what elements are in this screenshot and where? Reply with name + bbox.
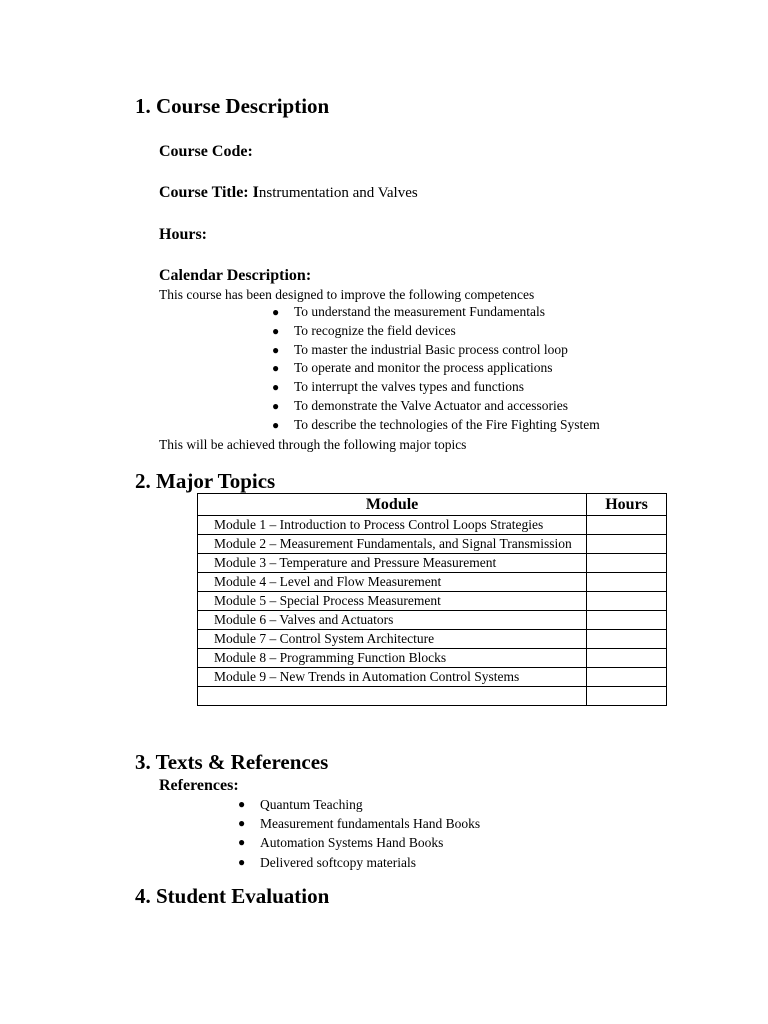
calendar-description-field bbox=[159, 266, 311, 286]
table-row bbox=[198, 687, 667, 706]
list-item: ● Delivered softcopy materials bbox=[260, 853, 480, 872]
references-field bbox=[159, 776, 239, 796]
hours-cell bbox=[587, 668, 667, 687]
list-item: ● To describe the technologies of the Fire Fighting System bbox=[294, 416, 600, 435]
competences-intro: This course has been designed to improve the following competences bbox=[159, 287, 535, 302]
bullet-icon: ● bbox=[272, 305, 280, 319]
hours-cell bbox=[587, 554, 667, 573]
references-list bbox=[238, 795, 481, 872]
hours-cell bbox=[587, 630, 667, 649]
bullet-icon: ● bbox=[272, 398, 280, 413]
bullet-icon: ● bbox=[238, 816, 246, 831]
course-title-initial: I bbox=[252, 184, 259, 201]
module-cell: Module 4 – Level and Flow Measurement bbox=[198, 573, 587, 592]
calendar-description-label: Calendar Description: bbox=[159, 267, 312, 284]
section-heading-texts-references: 3. Texts & References bbox=[135, 750, 329, 774]
course-code-label: Course Code: bbox=[159, 143, 253, 160]
hours-field bbox=[159, 225, 207, 245]
table-row bbox=[198, 535, 667, 554]
module-cell: Module 8 – Programming Function Blocks bbox=[198, 649, 587, 668]
table-row bbox=[198, 611, 667, 630]
list-item: ● Automation Systems Hand Books bbox=[260, 833, 480, 852]
list-item: ● To operate and monitor the process applications bbox=[294, 359, 600, 378]
course-title-field bbox=[159, 183, 418, 203]
table-row bbox=[198, 516, 667, 535]
course-title-label: Course Title: bbox=[159, 184, 249, 201]
section-heading-course-description: 1. Course Description bbox=[135, 94, 330, 118]
list-item: ● Measurement fundamentals Hand Books bbox=[260, 814, 480, 833]
table-row bbox=[198, 668, 667, 687]
module-cell: Module 9 – New Trends in Automation Control Systems bbox=[198, 668, 587, 687]
hours-cell bbox=[587, 535, 667, 554]
hours-cell bbox=[587, 516, 667, 535]
section-heading-student-evaluation: 4. Student Evaluation bbox=[135, 884, 330, 908]
table-row bbox=[198, 630, 667, 649]
list-item: ● To interrupt the valves types and functions bbox=[294, 378, 600, 397]
bullet-icon: ● bbox=[238, 835, 246, 850]
module-cell: Module 1 – Introduction to Process Control Loops Strategies bbox=[198, 516, 587, 535]
section-heading-major-topics: 2. Major Topics bbox=[135, 469, 276, 493]
bullet-icon: ● bbox=[272, 361, 280, 376]
competences-list bbox=[272, 303, 600, 435]
list-item: ● To master the industrial Basic process control loop bbox=[294, 341, 600, 360]
list-item: ● To demonstrate the Valve Actuator and accessories bbox=[294, 397, 600, 416]
list-item: ● To understand the measurement Fundamentals bbox=[294, 303, 600, 322]
hours-cell bbox=[587, 592, 667, 611]
column-header-hours: Hours bbox=[587, 494, 667, 516]
module-cell: Module 5 – Special Process Measurement bbox=[198, 592, 587, 611]
bullet-icon: ● bbox=[272, 323, 280, 338]
module-cell: Module 2 – Measurement Fundamentals, and Signal Transmission bbox=[198, 535, 587, 554]
hours-cell bbox=[587, 649, 667, 668]
hours-cell bbox=[587, 611, 667, 630]
table-row bbox=[198, 649, 667, 668]
module-cell bbox=[198, 687, 587, 706]
bullet-icon: ● bbox=[272, 417, 280, 432]
major-topics-table bbox=[197, 493, 667, 706]
bullet-icon: ● bbox=[272, 380, 280, 395]
references-label: References: bbox=[159, 777, 239, 794]
module-cell: Module 3 – Temperature and Pressure Measurement bbox=[198, 554, 587, 573]
hours-cell bbox=[587, 573, 667, 592]
bullet-icon: ● bbox=[238, 854, 246, 869]
topics-intro: This will be achieved through the following major topics bbox=[159, 437, 467, 452]
course-code-field bbox=[159, 142, 253, 162]
bullet-icon: ● bbox=[272, 342, 280, 357]
hours-label: Hours: bbox=[159, 226, 207, 243]
course-title-value: nstrumentation and Valves bbox=[258, 185, 418, 201]
hours-cell bbox=[587, 687, 667, 706]
column-header-module: Module bbox=[198, 494, 587, 516]
table-row bbox=[198, 573, 667, 592]
list-item: ● Quantum Teaching bbox=[260, 795, 480, 814]
module-cell: Module 6 – Valves and Actuators bbox=[198, 611, 587, 630]
table-row bbox=[198, 554, 667, 573]
bullet-icon: ● bbox=[238, 797, 246, 811]
module-cell: Module 7 – Control System Architecture bbox=[198, 630, 587, 649]
table-row bbox=[198, 592, 667, 611]
list-item: ● To recognize the field devices bbox=[294, 322, 600, 341]
table-header-row bbox=[198, 494, 667, 516]
